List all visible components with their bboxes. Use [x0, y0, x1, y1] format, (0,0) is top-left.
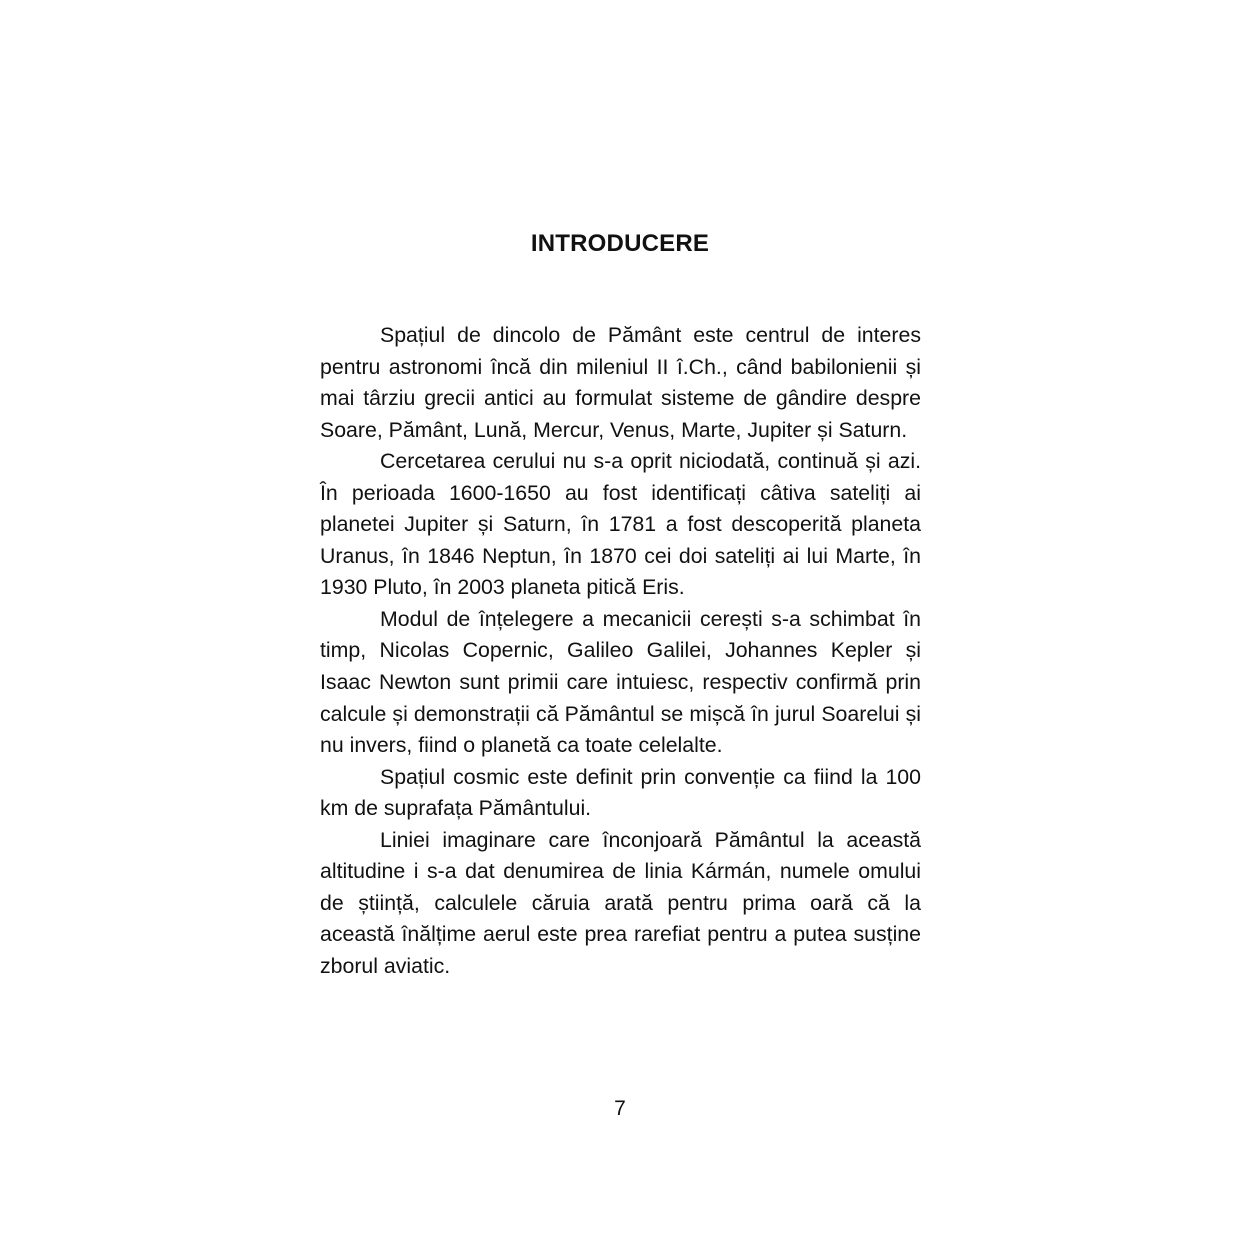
- paragraph-2: Cercetarea cerului nu s-a oprit niciodată, continuă și azi. În perioada 1600-1650 au fost identificați câtiva sateliți ai planetei Jupiter și Saturn, în 1781 a fost descoperită planeta Uranus, în 1846 Neptun, în 1870 cei doi sateliți ai lui Marte, în 1930 Pluto, în 2003 planeta pitică Eris.: [320, 449, 921, 600]
- paragraph-4: Spațiul cosmic este definit prin convenție ca fiind la 100 km de suprafața Pământului.: [320, 764, 921, 821]
- page-number: 7: [614, 1097, 626, 1120]
- body-text: [320, 320, 921, 982]
- page-title: INTRODUCERE: [530, 230, 710, 258]
- paragraph-3: Modul de înțelegere a mecanicii cerești s-a schimbat în timp, Nicolas Copernic, Galileo Galilei, Johannes Kepler și Isaac Newton sunt primii care intuiesc, respectiv confirmă prin calcule și demonstrații că Pământul se mișcă în jurul Soarelui și nu invers, fiind o planetă ca toate celelalte.: [320, 606, 921, 758]
- paragraph-1: Spațiul de dincolo de Pământ este centrul de interes pentru astronomi încă din mileniul II î.Ch., când babilonienii și mai târziu grecii antici au formulat sisteme de gândire despre Soare, Pământ, Lună, Mercur, Venus, Marte, Jupiter și Saturn.: [320, 323, 921, 442]
- paragraph-5: Liniei imaginare care înconjoară Pământul la această altitudine i s-a dat denumirea de linia Kármán, numele omului de știință, calculele căruia arată pentru prima oară că la această înălțime aerul este prea rarefiat pentru a putea susține zborul aviatic.: [320, 827, 921, 978]
